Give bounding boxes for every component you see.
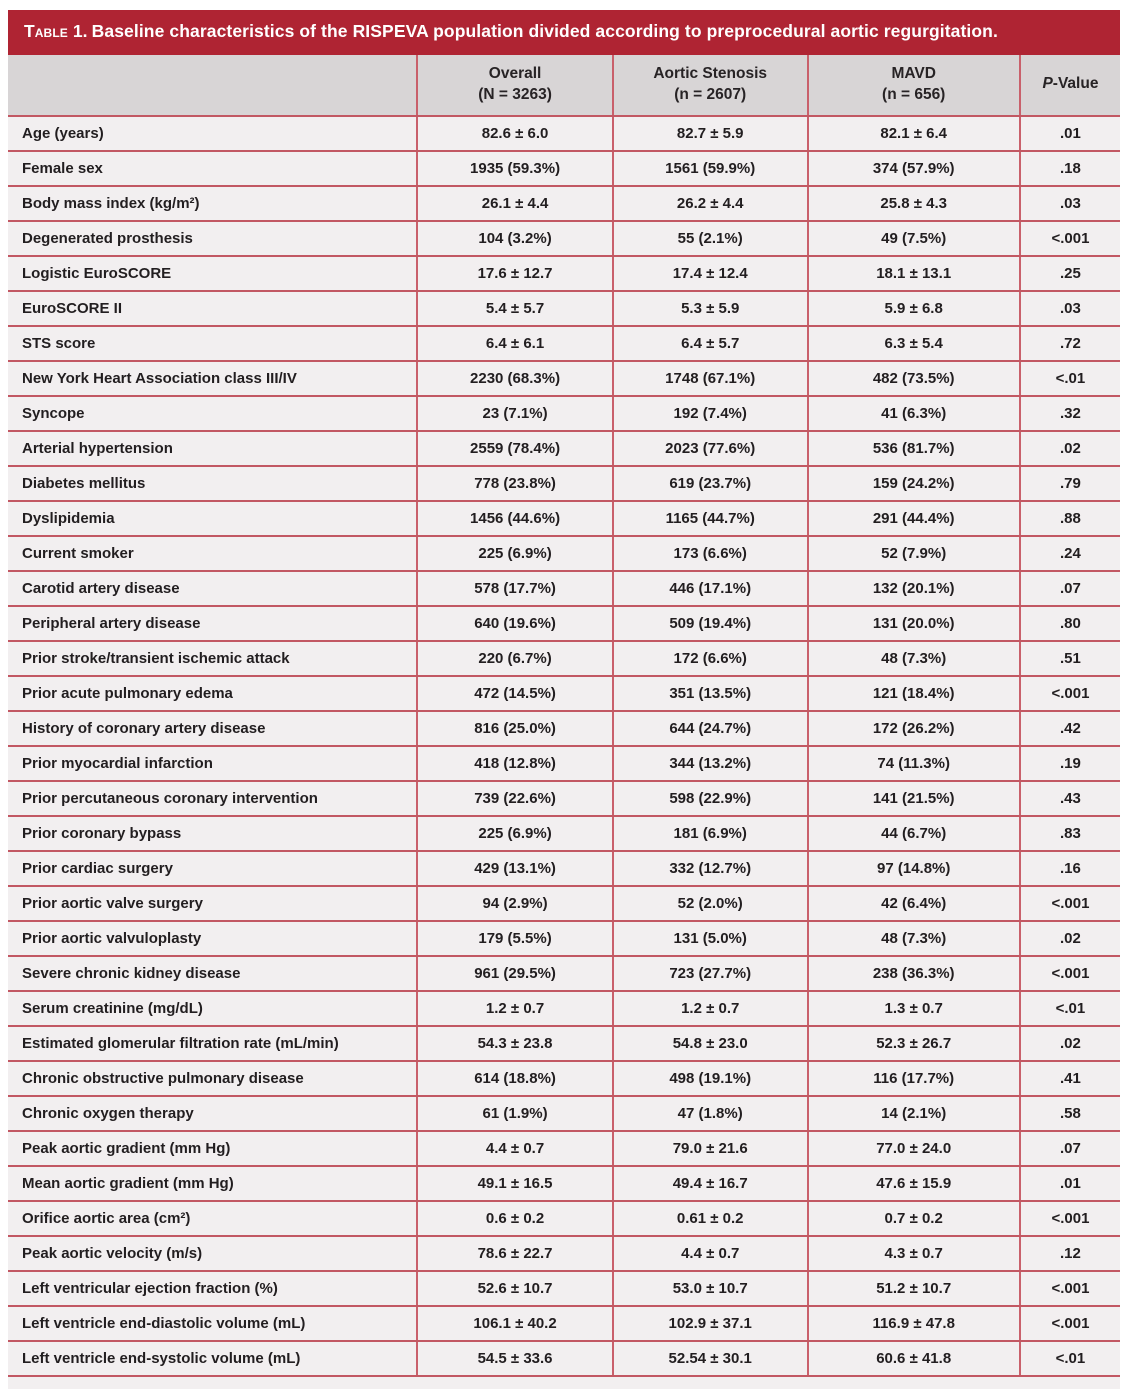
cell-aortic-stenosis: 2023 (77.6%) [613, 431, 808, 466]
cell-overall: 578 (17.7%) [417, 571, 613, 606]
table-title-label: Table 1. [24, 21, 88, 41]
row-label: STS score [8, 326, 417, 361]
row-label: Severe chronic kidney disease [8, 956, 417, 991]
cell-p-value: .07 [1020, 1131, 1120, 1166]
column-header-overall [417, 55, 613, 116]
cell-mavd: 4.3 ± 0.7 [808, 1236, 1020, 1271]
cell-mavd: 97 (14.8%) [808, 851, 1020, 886]
cell-aortic-stenosis: 26.2 ± 4.4 [613, 186, 808, 221]
table-row [8, 466, 1120, 501]
column-header-aortic-stenosis-name: Aortic Stenosis [653, 64, 768, 82]
row-label: New York Heart Association class III/IV [8, 361, 417, 396]
cell-p-value: .72 [1020, 326, 1120, 361]
cell-overall: 225 (6.9%) [417, 536, 613, 571]
cell-aortic-stenosis: 498 (19.1%) [613, 1061, 808, 1096]
cell-p-value: .51 [1020, 641, 1120, 676]
cell-aortic-stenosis: 192 (7.4%) [613, 396, 808, 431]
cell-aortic-stenosis: 598 (22.9%) [613, 781, 808, 816]
table-body [8, 116, 1120, 1376]
column-header-p-italic: P [1042, 75, 1053, 93]
table-row [8, 956, 1120, 991]
cell-overall: 418 (12.8%) [417, 746, 613, 781]
cell-mavd: 482 (73.5%) [808, 361, 1020, 396]
table-row [8, 186, 1120, 221]
table-row [8, 1341, 1120, 1376]
cell-overall: 225 (6.9%) [417, 816, 613, 851]
cell-overall: 94 (2.9%) [417, 886, 613, 921]
cell-p-value: .02 [1020, 431, 1120, 466]
cell-p-value: .42 [1020, 711, 1120, 746]
cell-overall: 54.3 ± 23.8 [417, 1026, 613, 1061]
cell-overall: 1.2 ± 0.7 [417, 991, 613, 1026]
cell-mavd: 1.3 ± 0.7 [808, 991, 1020, 1026]
table-row [8, 921, 1120, 956]
row-label: Diabetes mellitus [8, 466, 417, 501]
cell-aortic-stenosis: 1561 (59.9%) [613, 151, 808, 186]
cell-mavd: 5.9 ± 6.8 [808, 291, 1020, 326]
column-header-p-value [1020, 55, 1120, 116]
cell-p-value: <.001 [1020, 676, 1120, 711]
table-row [8, 571, 1120, 606]
row-label: Left ventricle end-systolic volume (mL) [8, 1341, 417, 1376]
row-label: Left ventricular ejection fraction (%) [8, 1271, 417, 1306]
table-row [8, 396, 1120, 431]
cell-aortic-stenosis: 173 (6.6%) [613, 536, 808, 571]
cell-overall: 961 (29.5%) [417, 956, 613, 991]
cell-p-value: <.001 [1020, 1201, 1120, 1236]
row-label: Estimated glomerular filtration rate (mL/min) [8, 1026, 417, 1061]
cell-p-value: <.01 [1020, 361, 1120, 396]
cell-mavd: 18.1 ± 13.1 [808, 256, 1020, 291]
column-header-mavd-name: MAVD [891, 64, 936, 82]
cell-aortic-stenosis: 446 (17.1%) [613, 571, 808, 606]
table-row [8, 326, 1120, 361]
cell-aortic-stenosis: 332 (12.7%) [613, 851, 808, 886]
row-label: Prior aortic valve surgery [8, 886, 417, 921]
row-label: Left ventricle end-diastolic volume (mL) [8, 1306, 417, 1341]
cell-p-value: .02 [1020, 1026, 1120, 1061]
cell-mavd: 172 (26.2%) [808, 711, 1020, 746]
table-row [8, 1096, 1120, 1131]
cell-p-value: .12 [1020, 1236, 1120, 1271]
cell-mavd: 0.7 ± 0.2 [808, 1201, 1020, 1236]
cell-overall: 614 (18.8%) [417, 1061, 613, 1096]
table-row [8, 781, 1120, 816]
table-row [8, 431, 1120, 466]
row-label: Serum creatinine (mg/dL) [8, 991, 417, 1026]
cell-overall: 78.6 ± 22.7 [417, 1236, 613, 1271]
cell-aortic-stenosis: 1.2 ± 0.7 [613, 991, 808, 1026]
cell-overall: 2559 (78.4%) [417, 431, 613, 466]
cell-mavd: 238 (36.3%) [808, 956, 1020, 991]
column-header-mavd-n: (n = 656) [882, 85, 946, 103]
cell-overall: 2230 (68.3%) [417, 361, 613, 396]
table-title-bar [8, 10, 1120, 55]
cell-aortic-stenosis: 6.4 ± 5.7 [613, 326, 808, 361]
cell-p-value: .19 [1020, 746, 1120, 781]
cell-aortic-stenosis: 4.4 ± 0.7 [613, 1236, 808, 1271]
row-label: Age (years) [8, 116, 417, 151]
cell-overall: 82.6 ± 6.0 [417, 116, 613, 151]
cell-p-value: .41 [1020, 1061, 1120, 1096]
cell-p-value: .18 [1020, 151, 1120, 186]
table-bottom-strip [8, 1377, 1120, 1389]
cell-p-value: <.01 [1020, 1341, 1120, 1376]
row-label: Prior percutaneous coronary intervention [8, 781, 417, 816]
table-row [8, 536, 1120, 571]
cell-overall: 23 (7.1%) [417, 396, 613, 431]
cell-overall: 52.6 ± 10.7 [417, 1271, 613, 1306]
cell-overall: 106.1 ± 40.2 [417, 1306, 613, 1341]
cell-overall: 61 (1.9%) [417, 1096, 613, 1131]
cell-p-value: .58 [1020, 1096, 1120, 1131]
cell-mavd: 52.3 ± 26.7 [808, 1026, 1020, 1061]
row-label: Prior cardiac surgery [8, 851, 417, 886]
cell-overall: 179 (5.5%) [417, 921, 613, 956]
cell-overall: 778 (23.8%) [417, 466, 613, 501]
cell-overall: 5.4 ± 5.7 [417, 291, 613, 326]
row-label: Prior acute pulmonary edema [8, 676, 417, 711]
cell-mavd: 42 (6.4%) [808, 886, 1020, 921]
row-label: Chronic obstructive pulmonary disease [8, 1061, 417, 1096]
table-row [8, 746, 1120, 781]
cell-aortic-stenosis: 54.8 ± 23.0 [613, 1026, 808, 1061]
table-row [8, 221, 1120, 256]
cell-aortic-stenosis: 1165 (44.7%) [613, 501, 808, 536]
cell-p-value: .43 [1020, 781, 1120, 816]
cell-overall: 6.4 ± 6.1 [417, 326, 613, 361]
cell-overall: 739 (22.6%) [417, 781, 613, 816]
cell-mavd: 14 (2.1%) [808, 1096, 1020, 1131]
row-label: Peak aortic velocity (m/s) [8, 1236, 417, 1271]
column-header-overall-n: (N = 3263) [478, 85, 552, 103]
cell-aortic-stenosis: 351 (13.5%) [613, 676, 808, 711]
cell-mavd: 60.6 ± 41.8 [808, 1341, 1020, 1376]
cell-aortic-stenosis: 52.54 ± 30.1 [613, 1341, 808, 1376]
row-label: Peripheral artery disease [8, 606, 417, 641]
table-row [8, 1026, 1120, 1061]
column-header-overall-name: Overall [488, 64, 542, 82]
cell-mavd: 116.9 ± 47.8 [808, 1306, 1020, 1341]
cell-overall: 26.1 ± 4.4 [417, 186, 613, 221]
row-label: Female sex [8, 151, 417, 186]
cell-mavd: 48 (7.3%) [808, 641, 1020, 676]
row-label: Chronic oxygen therapy [8, 1096, 417, 1131]
row-label: Prior myocardial infarction [8, 746, 417, 781]
cell-p-value: <.01 [1020, 991, 1120, 1026]
cell-aortic-stenosis: 52 (2.0%) [613, 886, 808, 921]
row-label: Prior aortic valvuloplasty [8, 921, 417, 956]
header-row [8, 55, 1120, 116]
cell-mavd: 74 (11.3%) [808, 746, 1020, 781]
cell-aortic-stenosis: 49.4 ± 16.7 [613, 1166, 808, 1201]
cell-p-value: <.001 [1020, 1306, 1120, 1341]
cell-p-value: .01 [1020, 116, 1120, 151]
cell-mavd: 48 (7.3%) [808, 921, 1020, 956]
cell-aortic-stenosis: 723 (27.7%) [613, 956, 808, 991]
cell-p-value: .24 [1020, 536, 1120, 571]
cell-overall: 640 (19.6%) [417, 606, 613, 641]
table-row [8, 606, 1120, 641]
row-label: Arterial hypertension [8, 431, 417, 466]
cell-p-value: .32 [1020, 396, 1120, 431]
table-row [8, 851, 1120, 886]
cell-p-value: .88 [1020, 501, 1120, 536]
column-header-p-rest: -Value [1052, 75, 1099, 93]
column-header-mavd [808, 55, 1020, 116]
cell-mavd: 44 (6.7%) [808, 816, 1020, 851]
table-row [8, 501, 1120, 536]
cell-overall: 17.6 ± 12.7 [417, 256, 613, 291]
cell-aortic-stenosis: 82.7 ± 5.9 [613, 116, 808, 151]
cell-aortic-stenosis: 0.61 ± 0.2 [613, 1201, 808, 1236]
baseline-characteristics-table [8, 55, 1120, 1377]
cell-aortic-stenosis: 619 (23.7%) [613, 466, 808, 501]
cell-p-value: <.001 [1020, 886, 1120, 921]
cell-mavd: 77.0 ± 24.0 [808, 1131, 1020, 1166]
cell-mavd: 374 (57.9%) [808, 151, 1020, 186]
row-label: Dyslipidemia [8, 501, 417, 536]
cell-mavd: 131 (20.0%) [808, 606, 1020, 641]
cell-mavd: 51.2 ± 10.7 [808, 1271, 1020, 1306]
cell-aortic-stenosis: 17.4 ± 12.4 [613, 256, 808, 291]
cell-mavd: 52 (7.9%) [808, 536, 1020, 571]
row-label: Orifice aortic area (cm²) [8, 1201, 417, 1236]
cell-aortic-stenosis: 1748 (67.1%) [613, 361, 808, 396]
cell-overall: 429 (13.1%) [417, 851, 613, 886]
cell-p-value: <.001 [1020, 1271, 1120, 1306]
cell-aortic-stenosis: 53.0 ± 10.7 [613, 1271, 808, 1306]
row-label: Body mass index (kg/m²) [8, 186, 417, 221]
table-row [8, 1236, 1120, 1271]
row-label: EuroSCORE II [8, 291, 417, 326]
table-row [8, 256, 1120, 291]
cell-overall: 472 (14.5%) [417, 676, 613, 711]
cell-mavd: 132 (20.1%) [808, 571, 1020, 606]
cell-p-value: .80 [1020, 606, 1120, 641]
cell-overall: 54.5 ± 33.6 [417, 1341, 613, 1376]
table-row [8, 1131, 1120, 1166]
cell-overall: 49.1 ± 16.5 [417, 1166, 613, 1201]
cell-aortic-stenosis: 102.9 ± 37.1 [613, 1306, 808, 1341]
row-label: Prior coronary bypass [8, 816, 417, 851]
table-row [8, 1201, 1120, 1236]
table-row [8, 991, 1120, 1026]
cell-overall: 1456 (44.6%) [417, 501, 613, 536]
table-row [8, 886, 1120, 921]
row-label: Prior stroke/transient ischemic attack [8, 641, 417, 676]
table-row [8, 291, 1120, 326]
table-row [8, 1061, 1120, 1096]
cell-overall: 104 (3.2%) [417, 221, 613, 256]
cell-p-value: .25 [1020, 256, 1120, 291]
cell-p-value: .02 [1020, 921, 1120, 956]
table-row [8, 641, 1120, 676]
cell-aortic-stenosis: 344 (13.2%) [613, 746, 808, 781]
table-row [8, 116, 1120, 151]
row-label: Syncope [8, 396, 417, 431]
column-header-aortic-stenosis-n: (n = 2607) [674, 85, 747, 103]
table-row [8, 1166, 1120, 1201]
cell-p-value: .03 [1020, 291, 1120, 326]
cell-overall: 1935 (59.3%) [417, 151, 613, 186]
cell-p-value: .79 [1020, 466, 1120, 501]
cell-aortic-stenosis: 644 (24.7%) [613, 711, 808, 746]
column-header-aortic-stenosis [613, 55, 808, 116]
cell-overall: 816 (25.0%) [417, 711, 613, 746]
row-label: History of coronary artery disease [8, 711, 417, 746]
cell-aortic-stenosis: 79.0 ± 21.6 [613, 1131, 808, 1166]
cell-p-value: .03 [1020, 186, 1120, 221]
cell-mavd: 116 (17.7%) [808, 1061, 1020, 1096]
cell-mavd: 82.1 ± 6.4 [808, 116, 1020, 151]
table-row [8, 816, 1120, 851]
row-label: Mean aortic gradient (mm Hg) [8, 1166, 417, 1201]
cell-overall: 4.4 ± 0.7 [417, 1131, 613, 1166]
table-row [8, 711, 1120, 746]
row-label: Logistic EuroSCORE [8, 256, 417, 291]
cell-mavd: 41 (6.3%) [808, 396, 1020, 431]
cell-p-value: <.001 [1020, 221, 1120, 256]
table-row [8, 361, 1120, 396]
cell-aortic-stenosis: 509 (19.4%) [613, 606, 808, 641]
cell-p-value: .07 [1020, 571, 1120, 606]
cell-mavd: 47.6 ± 15.9 [808, 1166, 1020, 1201]
cell-p-value: .01 [1020, 1166, 1120, 1201]
cell-mavd: 121 (18.4%) [808, 676, 1020, 711]
column-header-characteristic [8, 55, 417, 116]
cell-mavd: 141 (21.5%) [808, 781, 1020, 816]
row-label: Peak aortic gradient (mm Hg) [8, 1131, 417, 1166]
cell-p-value: .83 [1020, 816, 1120, 851]
cell-p-value: <.001 [1020, 956, 1120, 991]
row-label: Degenerated prosthesis [8, 221, 417, 256]
cell-mavd: 25.8 ± 4.3 [808, 186, 1020, 221]
cell-mavd: 159 (24.2%) [808, 466, 1020, 501]
cell-aortic-stenosis: 5.3 ± 5.9 [613, 291, 808, 326]
cell-mavd: 6.3 ± 5.4 [808, 326, 1020, 361]
row-label: Carotid artery disease [8, 571, 417, 606]
cell-p-value: .16 [1020, 851, 1120, 886]
cell-mavd: 536 (81.7%) [808, 431, 1020, 466]
table-row [8, 676, 1120, 711]
cell-aortic-stenosis: 172 (6.6%) [613, 641, 808, 676]
cell-overall: 220 (6.7%) [417, 641, 613, 676]
table-row [8, 1306, 1120, 1341]
cell-aortic-stenosis: 47 (1.8%) [613, 1096, 808, 1131]
cell-overall: 0.6 ± 0.2 [417, 1201, 613, 1236]
cell-mavd: 49 (7.5%) [808, 221, 1020, 256]
table-row [8, 151, 1120, 186]
cell-aortic-stenosis: 181 (6.9%) [613, 816, 808, 851]
row-label: Current smoker [8, 536, 417, 571]
table-title-text: Baseline characteristics of the RISPEVA population divided according to preprocedural aortic regurgitation. [91, 21, 998, 41]
cell-aortic-stenosis: 55 (2.1%) [613, 221, 808, 256]
cell-mavd: 291 (44.4%) [808, 501, 1020, 536]
table-row [8, 1271, 1120, 1306]
cell-aortic-stenosis: 131 (5.0%) [613, 921, 808, 956]
